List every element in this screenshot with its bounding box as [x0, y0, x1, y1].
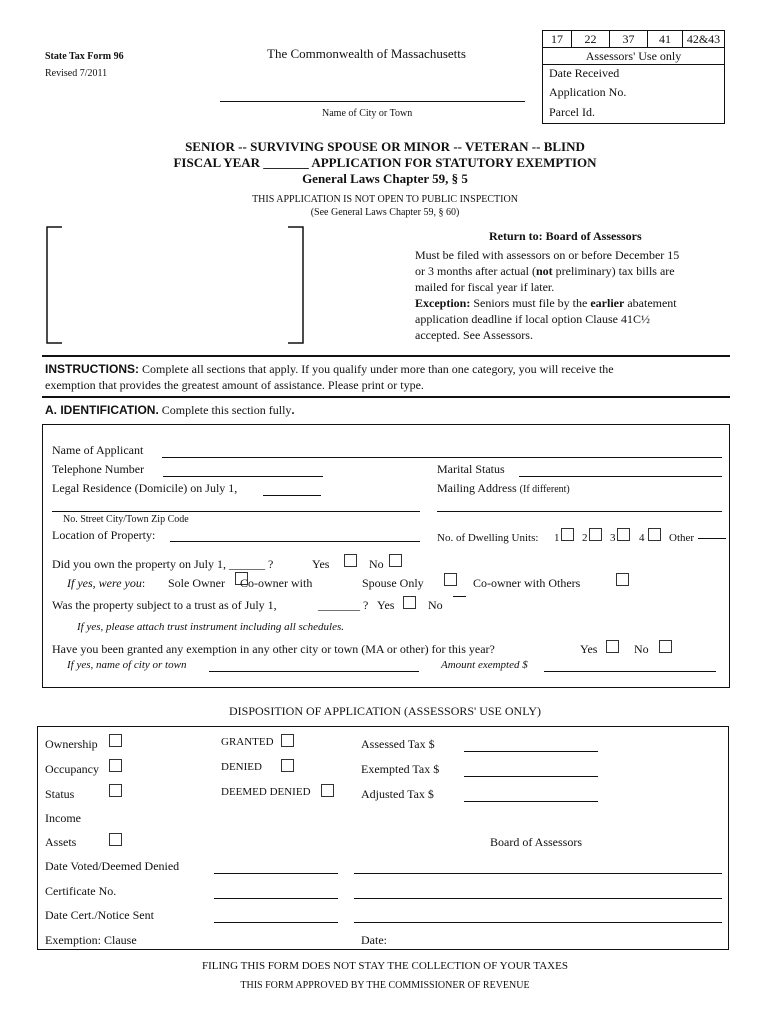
marital-status-label: Marital Status: [437, 462, 505, 476]
return-line6: accepted. See Assessors.: [415, 328, 533, 342]
commonwealth-title: The Commonwealth of Massachusetts: [267, 46, 466, 61]
other-yes-checkbox[interactable]: [606, 640, 619, 653]
own-no-label: No: [369, 557, 384, 571]
coowner-others-checkbox[interactable]: [616, 573, 629, 586]
instructions-line2: exemption that provides the greatest amount of assistance. Please print or type.: [45, 378, 424, 392]
revised-date: Revised 7/2011: [45, 68, 108, 79]
ownership-checkbox[interactable]: [109, 734, 122, 747]
return-line5: application deadline if local option Clause 41C½: [415, 312, 650, 326]
trust-year-blank: _______ ?: [318, 598, 369, 612]
code-cell: 37: [610, 31, 648, 47]
see-chapter-note: (See General Laws Chapter 59, § 60): [310, 207, 460, 218]
parcel-id-label: Parcel Id.: [549, 105, 595, 119]
footer-approved-notice: THIS FORM APPROVED BY THE COMMISSIONER OF REVENUE: [240, 980, 530, 991]
unit-2-label: 2: [582, 532, 588, 544]
spouse-only-checkbox[interactable]: [444, 573, 457, 586]
trust-note: If yes, please attach trust instrument including all schedules.: [77, 621, 345, 633]
name-applicant-label: Name of Applicant: [52, 443, 144, 457]
spouse-only-label: Spouse Only: [362, 576, 424, 590]
granted-checkbox[interactable]: [281, 734, 294, 747]
return-line3: mailed for fiscal year if later.: [415, 280, 555, 294]
legal-residence-year-field[interactable]: [263, 495, 321, 496]
street-format-label: No. Street City/Town Zip Code: [63, 514, 189, 525]
unit-1-checkbox[interactable]: [561, 528, 574, 541]
amount-exempted-field[interactable]: [544, 671, 716, 672]
trust-yes-checkbox[interactable]: [403, 596, 416, 609]
trust-yes-label: Yes: [377, 598, 395, 612]
marital-status-field[interactable]: [519, 476, 722, 477]
exempted-tax-field[interactable]: [464, 776, 598, 777]
certificate-no-label: Certificate No.: [45, 884, 117, 898]
form-title-line1: SENIOR -- SURVIVING SPOUSE OR MINOR -- VETERAN -- BLIND: [185, 139, 585, 154]
telephone-label: Telephone Number: [52, 462, 145, 476]
date-voted-label: Date Voted/Deemed Denied: [45, 859, 180, 873]
application-no-label: Application No.: [549, 85, 627, 99]
occupancy-label: Occupancy: [45, 762, 99, 776]
disposition-heading: DISPOSITION OF APPLICATION (ASSESSORS' USE ONLY): [228, 704, 541, 718]
unit-1-label: 1: [554, 532, 560, 544]
return-line2: or 3 months after actual (not preliminary) tax bills are: [415, 264, 675, 278]
category-code-row: [543, 31, 724, 48]
date-voted-field[interactable]: [214, 873, 338, 874]
date-label: Date:: [361, 933, 387, 947]
code-cell: 17: [543, 31, 572, 47]
address-window-brackets: [44, 224, 306, 346]
other-city-field[interactable]: [209, 671, 419, 672]
income-label: Income: [45, 811, 81, 825]
location-property-field[interactable]: [170, 541, 420, 542]
own-yes-label: Yes: [312, 557, 330, 571]
certificate-no-field[interactable]: [214, 898, 338, 899]
trust-no-label: No: [428, 598, 443, 612]
footer-stay-notice: FILING THIS FORM DOES NOT STAY THE COLLECTION OF YOUR TAXES: [202, 960, 568, 972]
trust-question: Was the property subject to a trust as of July 1,: [52, 598, 277, 612]
assessors-use-only: Assessors' Use only: [543, 48, 724, 65]
assets-label: Assets: [45, 835, 77, 849]
board-assessors-label: Board of Assessors: [490, 835, 582, 849]
adjusted-tax-field[interactable]: [464, 801, 598, 802]
not-open-notice: THIS APPLICATION IS NOT OPEN TO PUBLIC INSPECTION: [252, 194, 518, 205]
granted-label: GRANTED: [221, 736, 274, 748]
date-cert-label: Date Cert./Notice Sent: [45, 908, 154, 922]
adjusted-tax-label: Adjusted Tax $: [361, 787, 434, 801]
instructions-divider: [42, 355, 730, 357]
signature-line-3[interactable]: [354, 922, 722, 923]
location-property-label: Location of Property:: [52, 528, 156, 542]
code-cell: 22: [572, 31, 610, 47]
code-cell: 42&43: [686, 32, 721, 46]
return-to-heading: Return to: Board of Assessors: [489, 229, 642, 243]
sole-owner-label: Sole Owner: [168, 576, 225, 590]
denied-label: DENIED: [221, 761, 262, 773]
return-line1: Must be filed with assessors on or before December 15: [415, 248, 680, 262]
coowner-others-label: Co-owner with Others: [473, 576, 581, 590]
other-units-label: Other: [669, 532, 695, 544]
deemed-denied-label: DEEMED DENIED: [221, 786, 311, 798]
occupancy-checkbox[interactable]: [109, 759, 122, 772]
date-received-label: Date Received: [549, 66, 620, 80]
code-cell: 41: [648, 31, 683, 47]
other-no-checkbox[interactable]: [659, 640, 672, 653]
unit-4-label: 4: [639, 532, 645, 544]
dwelling-units-label: No. of Dwelling Units:: [437, 532, 539, 544]
section-a-divider: [42, 396, 730, 398]
legal-residence-label: Legal Residence (Domicile) on July 1,: [52, 481, 238, 495]
other-units-field[interactable]: [698, 538, 726, 539]
amount-exempted-label: Amount exempted $: [441, 659, 528, 671]
if-yes-city-label: If yes, name of city or town: [67, 659, 187, 671]
mailing-address-label: Mailing Address (If different): [437, 481, 570, 495]
city-name-label: Name of City or Town: [322, 108, 413, 119]
status-checkbox[interactable]: [109, 784, 122, 797]
denied-checkbox[interactable]: [281, 759, 294, 772]
unit-3-checkbox[interactable]: [617, 528, 630, 541]
signature-line-2[interactable]: [354, 898, 722, 899]
own-property-question: Did you own the property on July 1, ______ ?: [52, 557, 274, 571]
unit-4-checkbox[interactable]: [648, 528, 661, 541]
form-name: State Tax Form 96: [45, 51, 124, 62]
name-applicant-field[interactable]: [162, 457, 722, 458]
telephone-field[interactable]: [163, 476, 323, 477]
own-yes-checkbox[interactable]: [344, 554, 357, 567]
section-a-heading: A. IDENTIFICATION. Complete this section fully.: [45, 403, 295, 417]
date-cert-field[interactable]: [214, 922, 338, 923]
assessed-tax-field[interactable]: [464, 751, 598, 752]
other-yes-label: Yes: [580, 642, 598, 656]
mailing-address-field[interactable]: [437, 511, 722, 512]
other-exemption-question: Have you been granted any exemption in any other city or town (MA or other) for this year?: [52, 642, 495, 656]
unit-2-checkbox[interactable]: [589, 528, 602, 541]
form-title-line3: General Laws Chapter 59, § 5: [302, 171, 468, 186]
if-yes-were-label: If yes, were you:: [67, 576, 146, 590]
assessed-tax-label: Assessed Tax $: [361, 737, 435, 751]
city-name-field[interactable]: [220, 101, 525, 102]
status-label: Status: [45, 787, 75, 801]
exemption-clause-label: Exemption: Clause: [45, 933, 137, 947]
return-line4: Exception: Seniors must file by the earlier abatement: [415, 296, 677, 310]
legal-residence-address-field[interactable]: [52, 511, 420, 512]
own-no-checkbox[interactable]: [389, 554, 402, 567]
exempted-tax-label: Exempted Tax $: [361, 762, 440, 776]
assessors-use-box: [542, 30, 725, 124]
coowner-with-label: Co-owner with: [240, 576, 313, 590]
ownership-label: Ownership: [45, 737, 98, 751]
assets-checkbox[interactable]: [109, 833, 122, 846]
instructions-line1: INSTRUCTIONS: Complete all sections that apply. If you qualify under more than one category, you will receive the: [45, 362, 614, 376]
signature-line-1[interactable]: [354, 873, 722, 874]
deemed-denied-checkbox[interactable]: [321, 784, 334, 797]
trust-no-checkbox[interactable]: [453, 596, 466, 597]
form-title-line2: FISCAL YEAR _______ APPLICATION FOR STATUTORY EXEMPTION: [173, 155, 597, 170]
unit-3-label: 3: [610, 532, 616, 544]
other-no-label: No: [634, 642, 649, 656]
